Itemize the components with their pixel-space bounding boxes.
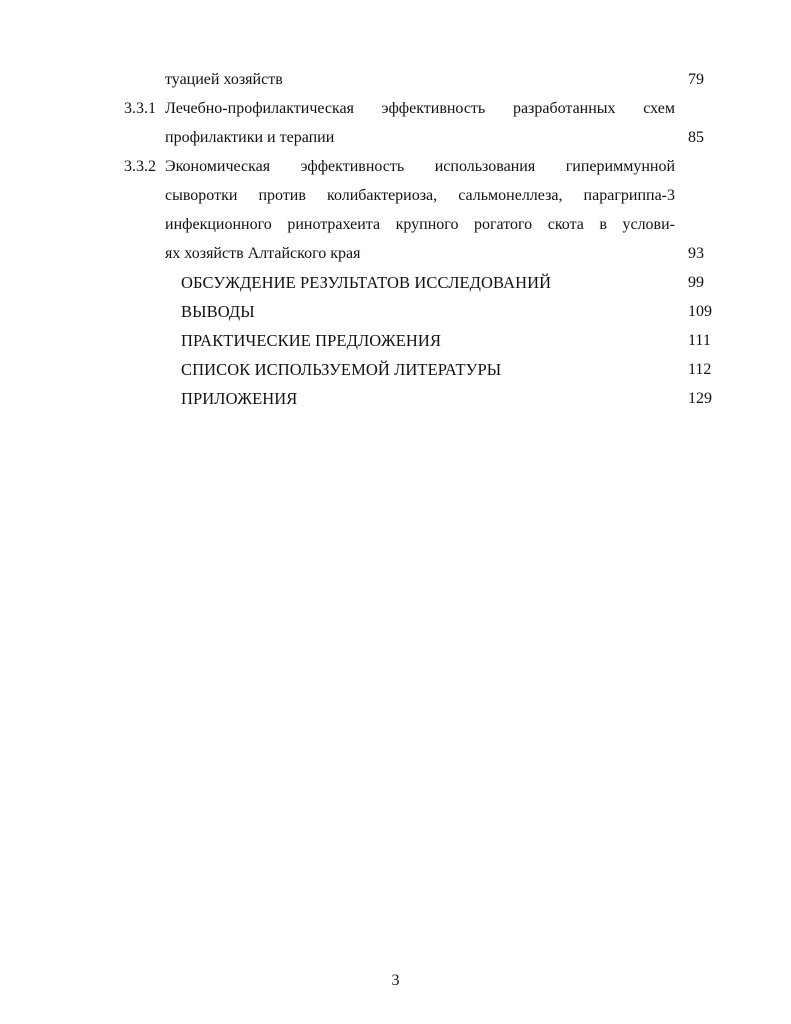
toc-entry-3-3-1 [0, 95, 791, 123]
toc-entry-continuation [0, 66, 791, 94]
page-number: 3 [391, 972, 400, 989]
toc-entry-page: 112 [688, 361, 712, 378]
toc-entry-number: 3.3.2 [124, 158, 156, 175]
toc-entry-text: ВЫВОДЫ [181, 302, 255, 321]
toc-entry-text: туацией хозяйств [165, 71, 283, 88]
toc-entry-text: сыворотки против колибактериоза, сальмонеллеза, парагриппа-3 [165, 187, 675, 204]
toc-entry-3-3-2-line2 [0, 182, 791, 210]
toc-entry-references [0, 356, 791, 384]
toc-entry-text: инфекционного ринотрахеита крупного рогатого скота в услови- [165, 216, 675, 233]
toc-entry-text: ПРИЛОЖЕНИЯ [181, 389, 298, 408]
toc-entry-text: профилактики и терапии [165, 129, 335, 146]
toc-entry-page: 111 [688, 332, 711, 349]
toc-entry-text: СПИСОК ИСПОЛЬЗУЕМОЙ ЛИТЕРАТУРЫ [181, 360, 502, 379]
toc-entry-page: 79 [688, 71, 704, 88]
toc-entry-3-3-2 [0, 153, 791, 181]
toc-entry-practical-proposals [0, 327, 791, 355]
toc-entry-text: ях хозяйств Алтайского края [165, 245, 361, 262]
toc-entry-text: ПРАКТИЧЕСКИЕ ПРЕДЛОЖЕНИЯ [181, 331, 442, 350]
toc-entry-3-3-2-line4 [0, 240, 791, 268]
toc-entry-conclusions [0, 298, 791, 326]
toc-entry-3-3-1-cont [0, 124, 791, 152]
toc-entry-page: 93 [688, 245, 704, 262]
toc-entry-3-3-2-line3 [0, 211, 791, 239]
toc-entry-text: Экономическая эффективность использования гипериммунной [165, 158, 675, 175]
toc-entry-page: 99 [688, 274, 704, 291]
toc-entry-appendices [0, 385, 791, 413]
toc-entry-text: Лечебно-профилактическая эффективность разработанных схем [165, 100, 675, 117]
toc-entry-page: 129 [688, 390, 712, 407]
toc-entry-discussion [0, 269, 791, 297]
toc-entry-number: 3.3.1 [124, 100, 156, 117]
toc-entry-page: 109 [688, 303, 712, 320]
toc-entry-page: 85 [688, 129, 704, 146]
toc-entry-text: ОБСУЖДЕНИЕ РЕЗУЛЬТАТОВ ИССЛЕДОВАНИЙ [181, 273, 552, 292]
